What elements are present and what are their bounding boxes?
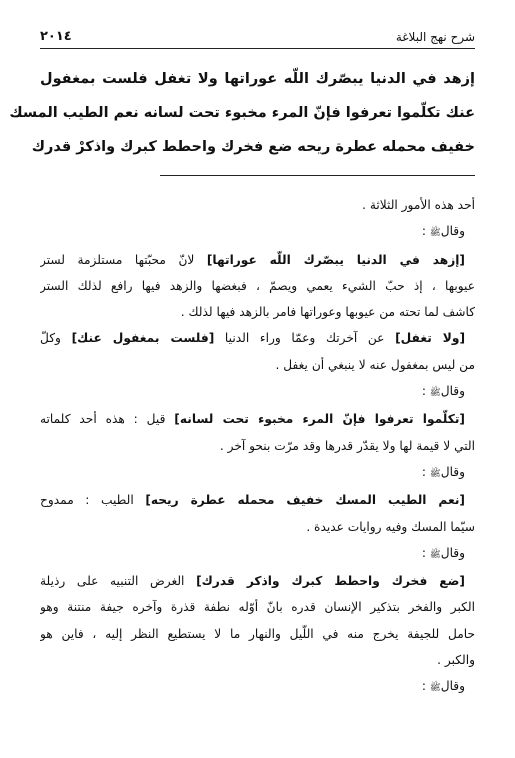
said-label: وقال	[440, 464, 465, 479]
quote-line	[40, 568, 475, 594]
commentary-line: حامل للجيفة يخرج منه في اللّيل والنهار ما لا يستطيع النظر إليه ، فاين هو	[40, 626, 475, 641]
commentary-line: أحد هذه الأمور الثلاثة .	[362, 198, 475, 212]
commentary-line: من ليس بمغفول عنه لا ينبغي أن يغفل .	[275, 357, 475, 372]
said-colon: :	[421, 384, 430, 399]
commentary-text: لانّ محبّتها مستلزمة لستر	[40, 252, 207, 267]
honorific-glyph: ﷺ	[429, 549, 441, 560]
said-colon: :	[421, 464, 430, 479]
commentary-text: قيل : هذه أحد كلماته	[40, 412, 175, 427]
commentary-line: سيّما المسك وفيه روايات عديدة .	[306, 519, 475, 534]
said-label: وقال	[440, 224, 465, 239]
said-line	[40, 459, 475, 487]
book-title: شرح نهج البلاغة	[395, 30, 475, 44]
said-label: وقال	[440, 679, 465, 694]
main-text-line: إزهد في الدنيا يبصّرك اللّه عوراتها ولا تغفل فلست بمغفول	[40, 71, 475, 87]
commentary-text: عن آخرتك وعمّا وراء الدنيا	[214, 331, 396, 346]
said-label: وقال	[440, 384, 465, 399]
commentary-text: الطيب : ممدوح	[40, 493, 146, 508]
said-colon: :	[421, 679, 430, 694]
said-line	[40, 378, 475, 406]
main-text-line: عنك تكلّموا تعرفوا فإنّ المرء مخبوء تحت لسانه نعم الطيب المسك	[9, 105, 475, 121]
commentary-body	[40, 192, 475, 702]
quote-line	[40, 406, 475, 432]
running-header	[40, 22, 475, 49]
quote-line	[40, 247, 475, 273]
quoted-saying: [نعم الطيب المسك خفيف محمله عطرة ريحه]	[145, 493, 465, 508]
honorific-glyph: ﷺ	[429, 388, 441, 399]
said-line	[40, 218, 475, 246]
honorific-glyph: ﷺ	[429, 468, 441, 479]
said-line	[40, 540, 475, 568]
quote-line	[40, 325, 475, 351]
commentary-line: التي لا قيمة لها ولا يقدّر قدرها وقد مرّت بنحو آخر .	[219, 438, 475, 453]
quoted-saying: [تكلّموا تعرفوا فإنّ المرء مخبوء تحت لسانه]	[174, 412, 466, 427]
commentary-line: كاشف لما تحته من عيوبها وعوراتها فامر بالزهد فيها لذلك .	[180, 305, 475, 320]
main-saying-text	[9, 62, 475, 164]
said-line	[40, 673, 475, 701]
commentary-line: والكبر .	[437, 653, 475, 668]
said-colon: :	[421, 224, 430, 239]
commentary-line: عيوبها ، إذ حبّ الشيء يعمي ويصمّ ، فبغضها والزهد فيها رافع لذلك الستر	[40, 278, 475, 293]
quoted-saying: [ولا تغفل]	[395, 331, 466, 346]
said-colon: :	[421, 545, 430, 560]
honorific-glyph: ﷺ	[429, 683, 441, 694]
quoted-saying: [إزهد في الدنيا يبصّرك اللّه عوراتها]	[206, 252, 465, 267]
commentary-text: الغرض التنبيه على رذيلة	[40, 574, 197, 589]
said-label: وقال	[440, 545, 465, 560]
commentary-text: وكلّ	[40, 331, 72, 346]
quoted-saying: [ضع فخرك واحطط كبرك واذكر قدرك]	[196, 574, 465, 589]
quote-line	[40, 487, 475, 513]
commentary-line: الكبر والفخر بتذكير الإنسان قدره بانّ أوّله نطفة قذرة وآخره جيفة منتنة وهو	[40, 600, 475, 615]
separator-rule	[160, 175, 475, 176]
page-number: ٢٠١٤	[40, 29, 72, 44]
main-text-line: خفيف محمله عطرة ريحه ضع فخرك واحطط كبرك واذكرْ قدرك	[31, 139, 475, 155]
quoted-saying: [فلست بمغفول عنك]	[71, 331, 215, 346]
honorific-glyph: ﷺ	[429, 228, 441, 239]
